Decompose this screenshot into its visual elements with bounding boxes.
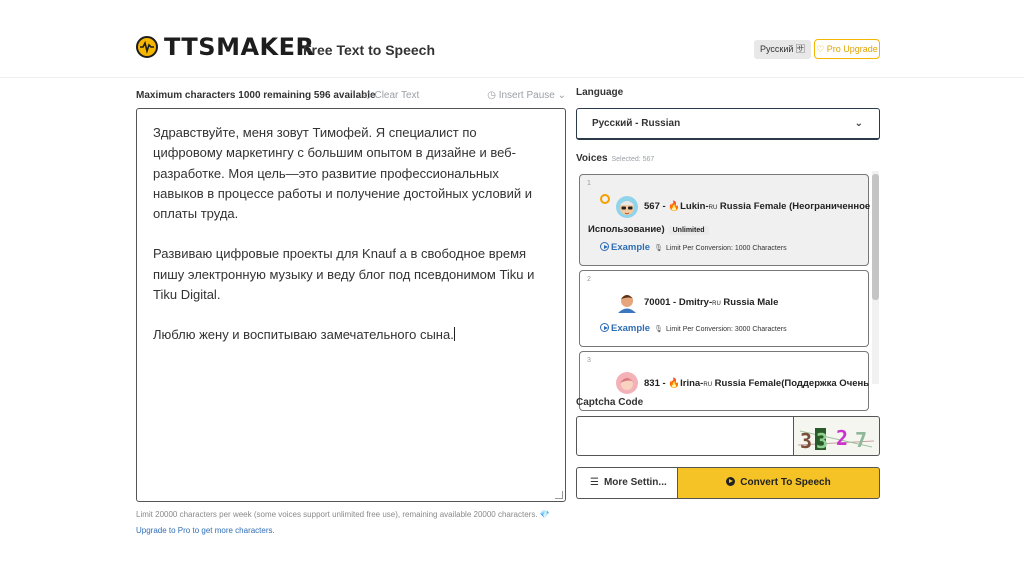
language-select[interactable] — [576, 108, 880, 140]
captcha-char-1: 3 — [800, 429, 813, 453]
resize-handle[interactable] — [555, 491, 563, 499]
voice-list-scrollbar[interactable] — [872, 171, 879, 384]
avatar-sunglasses-icon — [616, 196, 638, 218]
play-icon[interactable] — [600, 242, 609, 251]
avatar-male-icon — [616, 291, 638, 313]
voices-selected-note: Selected: 567 — [611, 156, 655, 163]
mic-icon: 🎙 — [654, 326, 663, 333]
voice-example-row[interactable] — [600, 323, 787, 334]
language-label: Language — [576, 87, 624, 98]
captcha-char-2: 3 — [816, 429, 829, 453]
text-editor[interactable] — [136, 108, 566, 502]
captcha-char-3: 2 — [836, 426, 849, 450]
more-settings-button[interactable]: ☰ More Settin... — [576, 467, 677, 499]
voice-name-continued: Использование) Unlimited — [588, 224, 709, 235]
editor-paragraph-1: Здравствуйте, меня зовут Тимофей. Я специалист по цифровому маркетингу с большим опытом в дизайне и веб-разработке. Моя цель—это развитие профессиональных навыков в процессе работы и получение достойных условий и оплаты труда. — [153, 125, 532, 222]
voice-card-number: 1 — [587, 180, 591, 187]
character-count: Maximum characters 1000 remaining 596 available — [136, 90, 376, 101]
sliders-icon: ☰ — [590, 477, 599, 488]
text-caret — [454, 327, 455, 341]
conversion-limit: Limit Per Conversion: 3000 Characters — [665, 326, 787, 333]
voice-list[interactable] — [576, 171, 881, 389]
captcha-label: Captcha Code — [576, 397, 644, 408]
voices-label: Voices Selected: 567 — [576, 153, 655, 164]
example-button[interactable]: Example — [611, 242, 651, 253]
text-input-panel — [136, 87, 566, 535]
language-switch-button[interactable]: Русский 🈂 — [754, 40, 811, 59]
play-circle-icon — [726, 477, 735, 486]
scrollbar-thumb[interactable] — [872, 174, 879, 300]
editor-paragraph-2: Развиваю цифровые проекты для Knauf а в свободное время пишу электронную музыку и веду блог под псевдонимом Tiku и Tiku Digital. — [153, 246, 535, 303]
brand-logo[interactable] — [136, 33, 315, 61]
mic-icon: 🎙 — [654, 245, 663, 252]
captcha-image[interactable] — [794, 416, 880, 456]
voice-example-row[interactable] — [600, 242, 787, 253]
voice-card-70001[interactable] — [579, 270, 869, 347]
conversion-limit: Limit Per Conversion: 1000 Characters — [665, 245, 787, 252]
chevron-down-icon: ⌄ — [854, 118, 863, 129]
convert-to-speech-button[interactable]: Convert To Speech — [677, 467, 880, 499]
voice-name: 831 - 🔥Irina-RU Russia Female(Поддержка Очень — [644, 378, 870, 389]
brand-name: TTSMAKER — [164, 33, 315, 61]
language-selected-value: Русский - Russian — [592, 118, 681, 129]
radio-selected-icon[interactable] — [600, 194, 610, 204]
captcha-char-4: 7 — [855, 428, 868, 452]
top-header — [0, 0, 1024, 78]
clear-text-button[interactable]: ◇ Clear Text — [364, 90, 420, 101]
voice-name: 70001 - Dmitry-RU Russia Male — [644, 297, 779, 308]
settings-panel — [576, 87, 880, 488]
voice-card-567[interactable] — [579, 174, 869, 266]
captcha-input[interactable] — [576, 416, 794, 456]
upgrade-link[interactable]: Upgrade to Pro to get more characters. — [136, 526, 275, 535]
voice-name: 567 - 🔥Lukin-RU Russia Female (Неограниченное — [644, 201, 871, 212]
character-meta-row — [136, 87, 566, 103]
example-button[interactable]: Example — [611, 323, 651, 334]
weekly-limit-note: Limit 20000 characters per week (some voices support unlimited free use), remaining available 20000 characters. 💎 — [136, 510, 550, 519]
pro-upgrade-button[interactable]: ♡ Pro Upgrade — [814, 39, 880, 59]
avatar-female-icon — [616, 372, 638, 394]
voice-card-number: 3 — [587, 357, 591, 364]
voice-card-number: 2 — [587, 276, 591, 283]
editor-paragraph-3: Люблю жену и воспитываю замечательного сына. — [153, 327, 454, 343]
play-icon[interactable] — [600, 323, 609, 332]
site-tagline: Free Text to Speech — [303, 42, 436, 58]
insert-pause-button[interactable]: ◷ Insert Pause ⌄ — [487, 90, 566, 101]
unlimited-badge: Unlimited — [669, 226, 709, 235]
waveform-icon — [136, 36, 158, 58]
